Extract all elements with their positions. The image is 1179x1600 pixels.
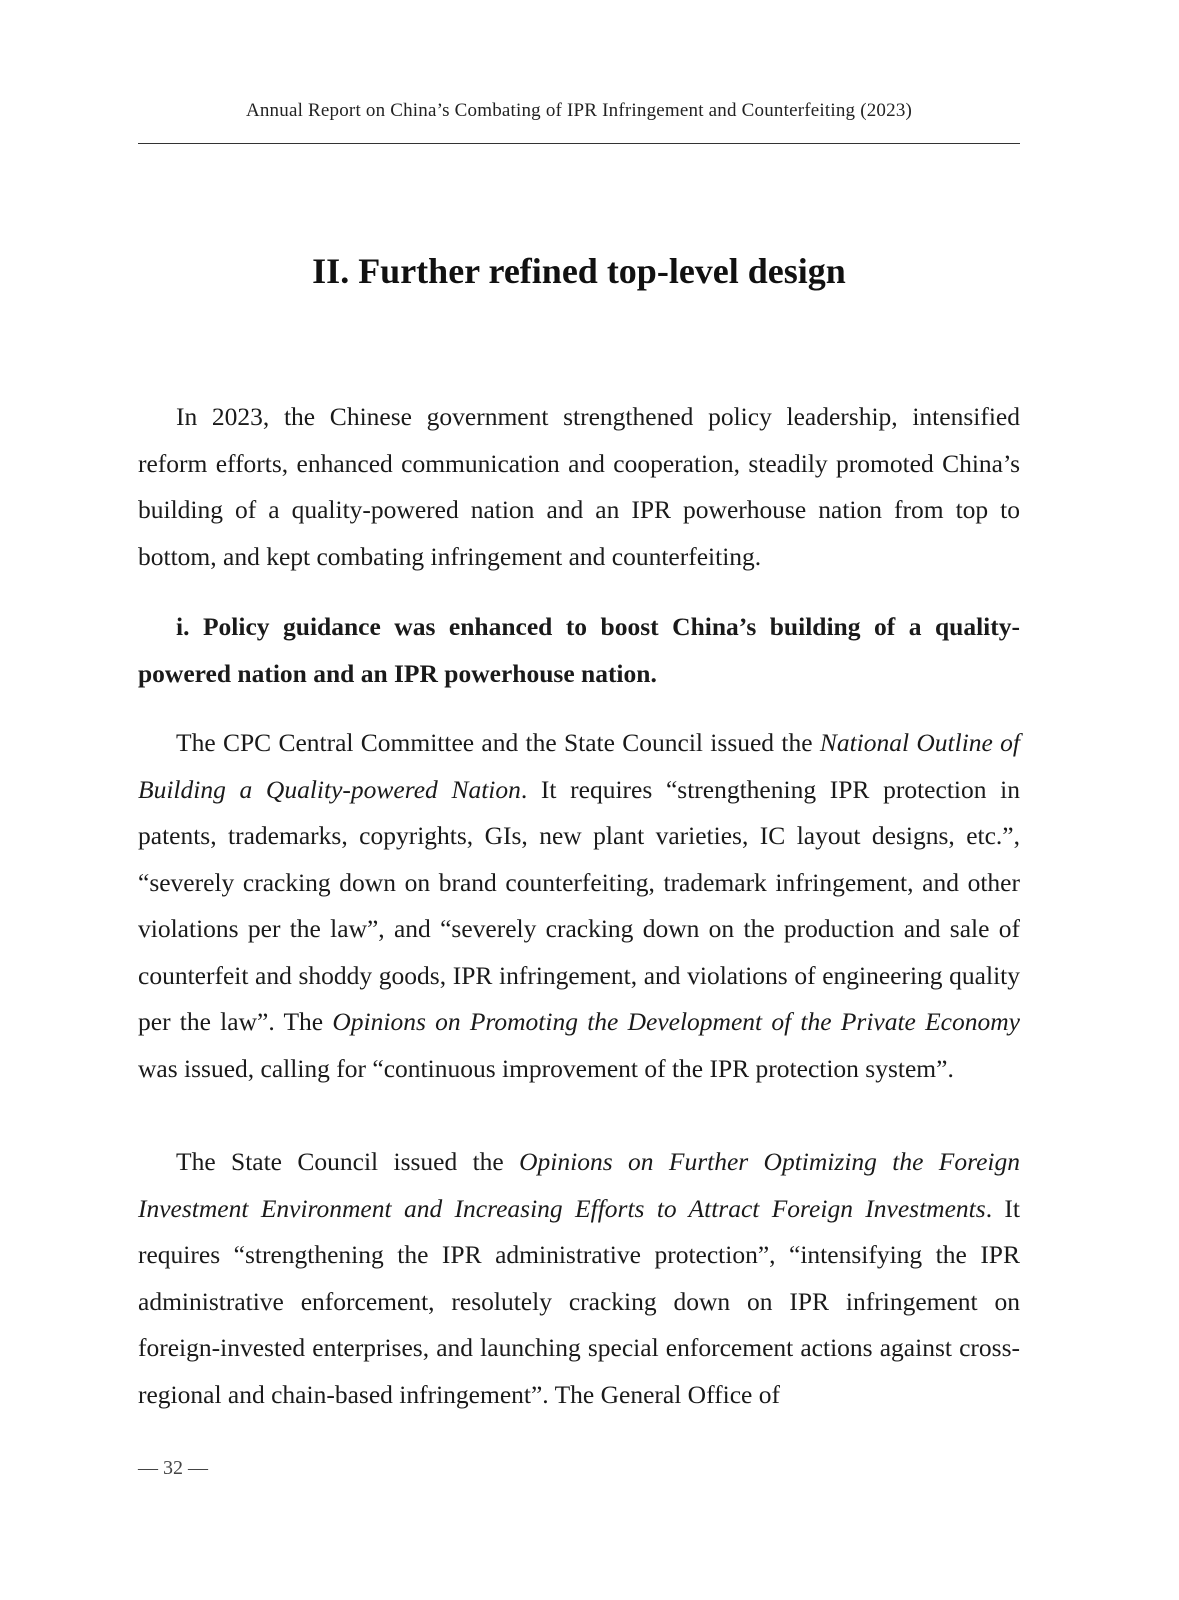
text-run: The CPC Central Committee and the State Council issued the [176, 728, 820, 757]
paragraph-state-council [138, 1139, 1020, 1418]
document-title-italic: Opinions on Promoting the Development of the Private Economy [332, 1007, 1020, 1036]
running-header: Annual Report on China’s Combating of IPR Infringement and Counterfeiting (2023) [245, 100, 913, 121]
paragraph-intro: In 2023, the Chinese government strengthened policy leadership, intensified reform efforts, enhanced communication and cooperation, steadily promoted China’s building of a quality-powered nation and an IPR powerhouse nation from top to bottom, and kept combating infringement and counterfeiting. [138, 402, 1020, 571]
document-title-italic: Opinions on Further Optimizing the Foreign Investment Environment and Increasing Efforts to Attract Foreign Investments [138, 1147, 1020, 1223]
text-run: . It requires “strengthening the IPR administrative protection”, “intensifying the IPR administrative enforcement, resolutely cracking down on IPR infringement on foreign-invested enterprises, and launching special enforcement actions against cross-regional and chain-based infringement”. The General Office of [138, 1193, 1020, 1409]
text-run: was issued, calling for “continuous improvement of the IPR protection system”. [138, 1053, 954, 1083]
document-title-italic: National Outline of Building a Quality-powered Nation [138, 728, 1020, 804]
subheading-policy-guidance: i. Policy guidance was enhanced to boost China’s building of a quality-powered nation and an IPR powerhouse nation. [138, 612, 1020, 688]
text-run: . It requires “strengthening IPR protection in patents, trademarks, copyrights, GIs, new plant varieties, IC layout designs, etc.”, “severely cracking down on brand counterfeiting, trademark infringement, and other violations per the law”, and “severely cracking down on the production and sale of counterfeit and shoddy goods, IPR infringement, and violations of engineering quality per the law”. The [138, 774, 1020, 1036]
page-number: — 32 — [138, 1457, 208, 1479]
section-title: II. Further refined top-level design [312, 251, 846, 291]
header-divider [138, 143, 1020, 144]
text-run: The State Council issued the [176, 1147, 520, 1176]
paragraph-cpc-outline [138, 720, 1020, 1092]
